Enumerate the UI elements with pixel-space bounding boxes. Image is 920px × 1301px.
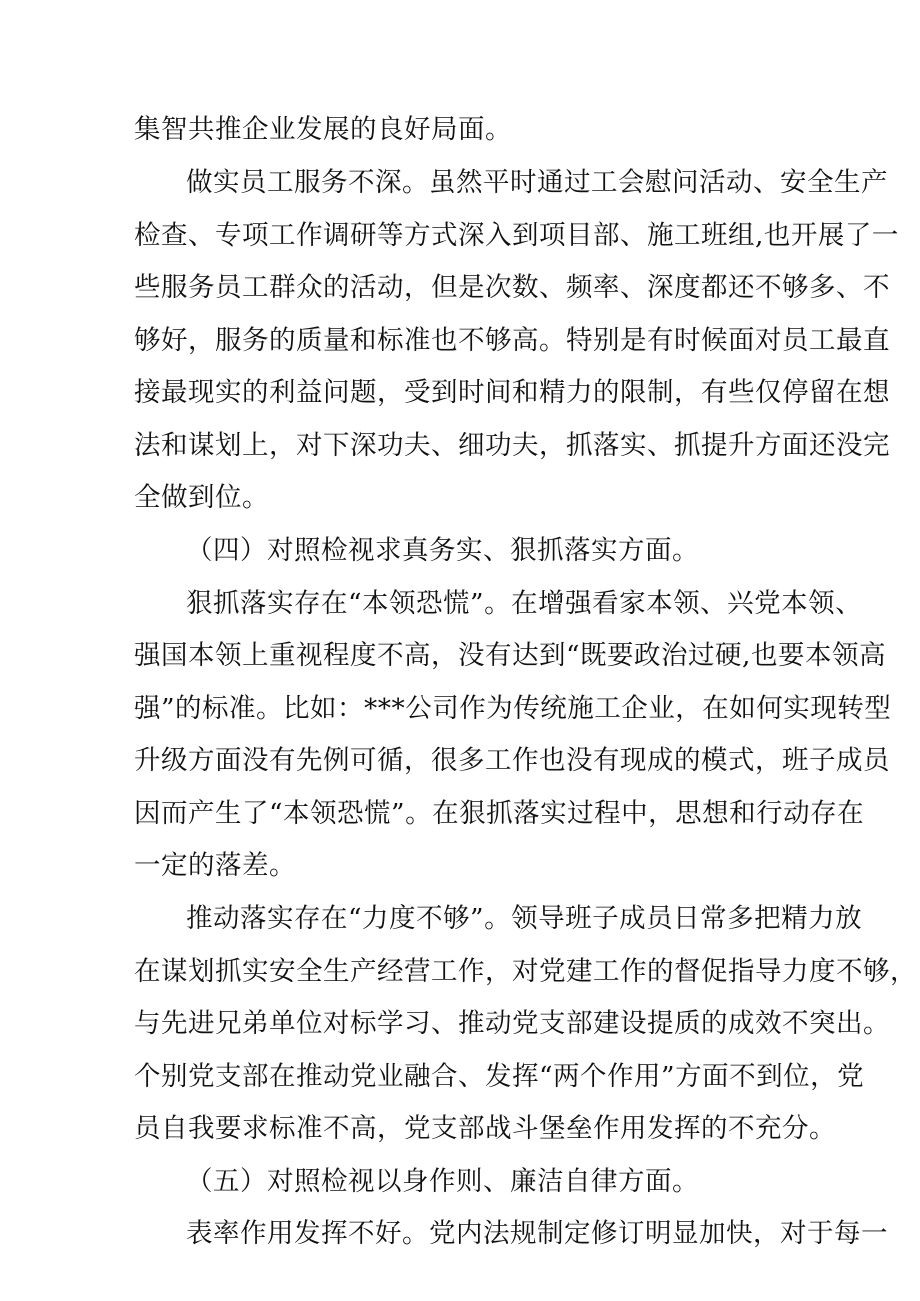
paragraph-line: 够好，服务的质量和标准也不够高。特别是有时候面对员工最直 (134, 325, 890, 356)
paragraph-line: 表率作用发挥不好。党内法规制定修订明显加快，对于每一 (186, 1218, 888, 1249)
paragraph-line: 一定的落差。 (134, 850, 296, 881)
paragraph-line: 狠抓落实存在“本领恐慌”。在增强看家本领、兴党本领、 (186, 588, 863, 619)
section-heading: （五）对照检视以身作则、廉洁自律方面。 (186, 1166, 699, 1197)
paragraph-line: 与先进兄弟单位对标学习、推动党支部建设提质的成效不突出。 (134, 1008, 890, 1039)
paragraph-line: 法和谋划上，对下深功夫、细功夫，抓落实、抓提升方面还没完 (134, 430, 890, 461)
paragraph-line: 个别党支部在推动党业融合、发挥“两个作用”方面不到位，党 (134, 1061, 865, 1092)
paragraph-line: 接最现实的利益问题，受到时间和精力的限制，有些仅停留在想 (134, 377, 890, 408)
paragraph-line: 强国本领上重视程度不高，没有达到“既要政治过硬,也要本领高 (134, 640, 886, 671)
paragraph-line: 推动落实存在“力度不够”。领导班子成员日常多把精力放 (186, 903, 863, 934)
paragraph-line: 些服务员工群众的活动，但是次数、频率、深度都还不够多、不 (134, 272, 890, 303)
paragraph-line: 员自我要求标准不高，党支部战斗堡垒作用发挥的不充分。 (134, 1113, 836, 1144)
paragraph-line: 做实员工服务不深。虽然平时通过工会慰问活动、安全生产 (186, 167, 888, 198)
paragraph-line: 集智共推企业发展的良好局面。 (134, 114, 512, 145)
paragraph-line: 升级方面没有先例可循，很多工作也没有现成的模式，班子成员 (134, 745, 890, 776)
section-heading: （四）对照检视求真务实、狠抓落实方面。 (186, 535, 699, 566)
paragraph-line: 强”的标准。比如：***公司作为传统施工企业，在如何实现转型 (134, 693, 892, 724)
paragraph-line: 全做到位。 (134, 482, 269, 513)
paragraph-line: 在谋划抓实安全生产经营工作，对党建工作的督促指导力度不够， (134, 956, 917, 987)
paragraph-line: 因而产生了“本领恐慌”。在狠抓落实过程中，思想和行动存在 (134, 798, 865, 829)
paragraph-line: 检查、专项工作调研等方式深入到项目部、施工班组,也开展了一 (134, 220, 899, 251)
